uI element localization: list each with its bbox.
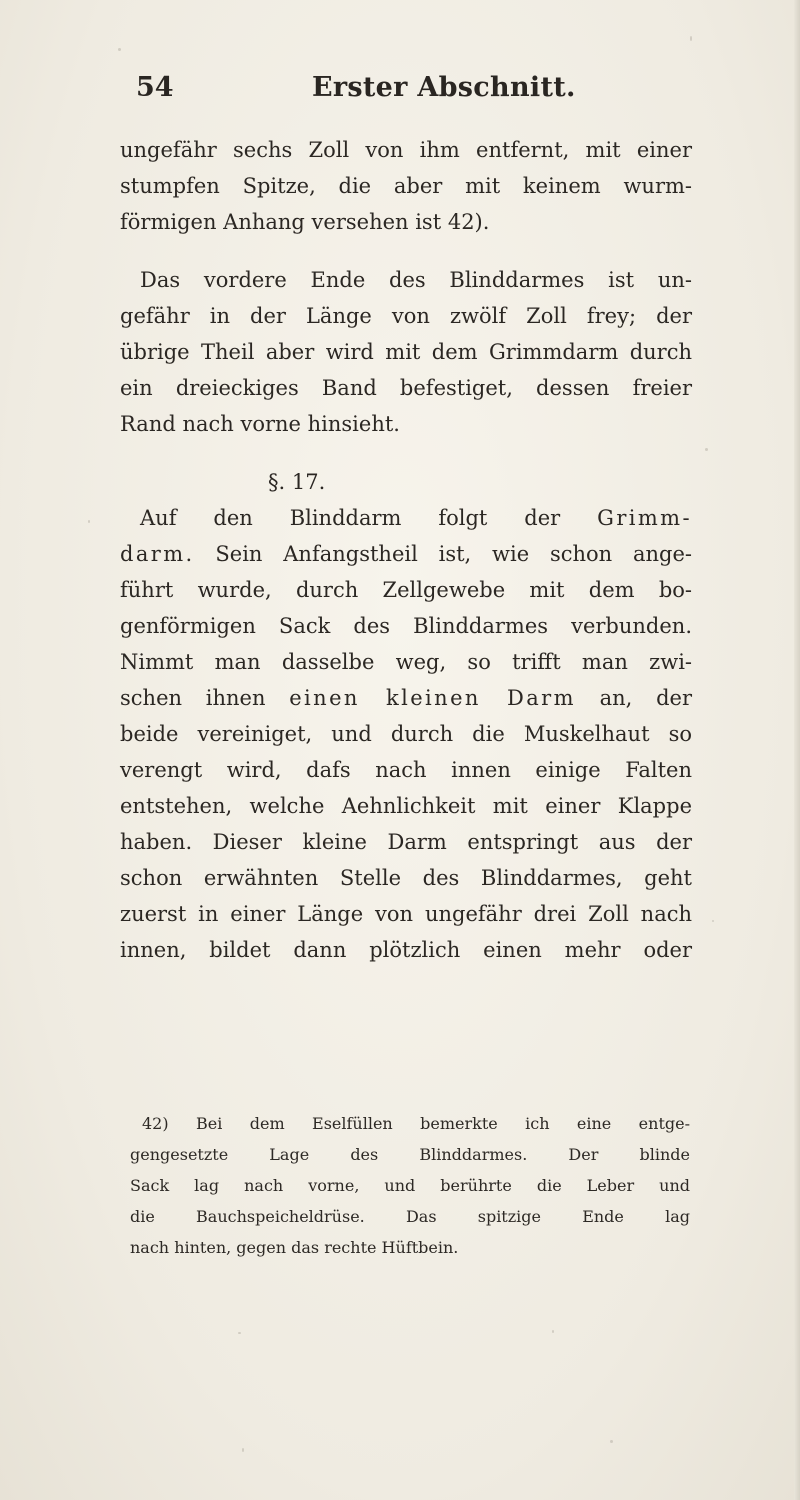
text-line: schon erwähnten Stelle des Blinddarmes, geht <box>120 866 692 890</box>
footnote-line: 42) Bei dem Eselfüllen bemerkte ich eine entge- <box>142 1114 690 1133</box>
text-line <box>120 536 692 572</box>
text-span: an, der <box>575 686 692 710</box>
text-line <box>120 680 692 716</box>
text-line: haben. Dieser kleine Darm entspringt aus der <box>120 830 692 854</box>
footnote <box>130 1108 690 1263</box>
text-line: Das vordere Ende des Blinddarmes ist un- <box>140 268 692 292</box>
footnote-line: gengesetzte Lage des Blinddarmes. Der blinde <box>130 1145 690 1164</box>
paper-speck <box>88 520 90 523</box>
text-line: innen, bildet dann plötzlich einen mehr oder <box>120 938 692 962</box>
text-line: stumpfen Spitze, die aber mit keinem wurm- <box>120 174 692 198</box>
paper-speck <box>690 36 692 41</box>
paragraph-gap <box>120 240 692 262</box>
spaced-term: einen kleinen Darm <box>289 686 576 710</box>
footnote-line: Sack lag nach vorne, und berührte die Leber und <box>130 1176 690 1195</box>
text-line: beide vereiniget, und durch die Muskelhaut so <box>120 722 692 746</box>
paper-speck <box>712 920 714 922</box>
text-span: Auf den Blinddarm folgt der <box>140 506 561 530</box>
page-header <box>136 72 696 120</box>
paper-speck <box>118 48 121 51</box>
text-line: ein dreieckiges Band befestiget, dessen freier <box>120 376 692 400</box>
footnote-line: nach hinten, gegen das rechte Hüftbein. <box>130 1238 459 1257</box>
text-line: führt wurde, durch Zellgewebe mit dem bo- <box>120 578 692 602</box>
paper-speck <box>705 448 708 451</box>
text-line: Nimmt man dasselbe weg, so trifft man zwi- <box>120 650 692 674</box>
text-line: förmigen Anhang versehen ist 42). <box>120 210 490 234</box>
text-line: entstehen, welche Aehnlichkeit mit einer Klappe <box>120 794 692 818</box>
footnote-line: die Bauchspeicheldrüse. Das spitzige Ende lag <box>130 1207 690 1226</box>
page-number: 54 <box>136 72 174 103</box>
text-line: übrige Theil aber wird mit dem Grimmdarm durch <box>120 340 692 364</box>
spaced-term: Grimm- <box>597 506 692 530</box>
paper-speck <box>552 1330 554 1333</box>
paper-speck <box>610 1440 613 1443</box>
spaced-term: darm. <box>120 542 195 566</box>
text-line: verengt wird, dafs nach innen einige Falten <box>120 758 692 782</box>
text-line: Rand nach vorne hinsieht. <box>120 412 400 436</box>
text-line <box>120 500 692 536</box>
text-line: zuerst in einer Länge von ungefähr drei Zoll nach <box>120 902 692 926</box>
page-edge-shadow <box>794 0 800 1500</box>
text-span: schen ihnen <box>120 686 290 710</box>
text-line: gefähr in der Länge von zwölf Zoll frey; der <box>120 304 692 328</box>
running-title: Erster Abschnitt. <box>312 72 576 103</box>
text-span: Sein Anfangstheil ist, wie schon ange- <box>194 542 692 566</box>
paragraph-gap <box>120 442 692 464</box>
paper-speck <box>242 1448 244 1452</box>
main-text <box>120 132 692 968</box>
text-line: ungefähr sechs Zoll von ihm entfernt, mit einer <box>120 138 692 162</box>
section-mark: §. 17. <box>268 470 326 494</box>
paper-speck <box>238 1332 241 1334</box>
text-line: genförmigen Sack des Blinddarmes verbunden. <box>120 614 692 638</box>
